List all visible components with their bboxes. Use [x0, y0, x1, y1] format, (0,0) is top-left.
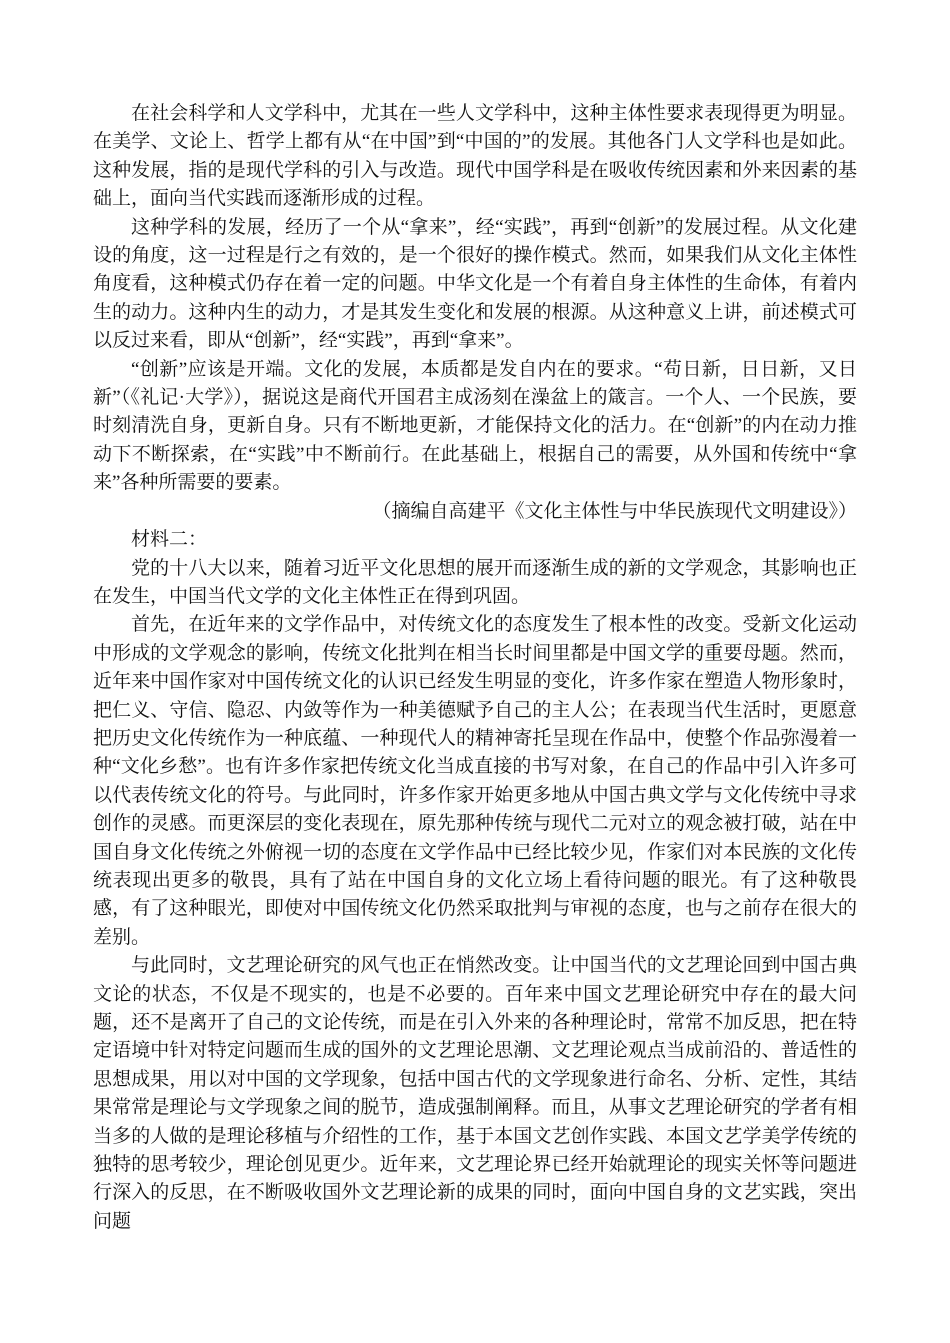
paragraph-material1-body-3: “创新”应该是开端。文化的发展，本质都是发自内在的要求。“苟日新，日日新，又日新”（《礼记·大学》），据说这是商代开国君主成汤刻在澡盆上的箴言。一个人、一个民族，要时刻清洗自身，更新自身。只有不断地更新，才能保持文化的活力。在“创新”的内在动力推动下不断探索，在“实践”中不断前行。在此基础上，根据自己的需要，从外国和传统中“拿来”各种所需要的要素。 [93, 358, 857, 494]
paragraph-material1-body-2: 这种学科的发展，经历了一个从“拿来”，经“实践”，再到“创新”的发展过程。从文化建设的角度，这一过程是行之有效的，是一个很好的操作模式。然而，如果我们从文化主体性角度看，这种模式仍存在着一定的问题。中华文化是一个有着自身主体性的生命体，有着内生的动力。这种内生的动力，才是其发生变化和发展的根源。从这种意义上讲，前述模式可以反过来看，即从“创新”，经“实践”，再到“拿来”。 [93, 216, 857, 352]
paragraph-material1-attribution: （摘编自高建平《文化主体性与中华民族现代文明建设》） [372, 500, 857, 522]
paragraph-material2-body-2: 首先，在近年来的文学作品中，对传统文化的态度发生了根本性的改变。受新文化运动中形成的文学观念的影响，传统文化批判在相当长时间里都是中国文学的重要母题。然而，近年来中国作家对中国传统文化的认识已经发生明显的变化，许多作家在塑造人物形象时，把仁义、守信、隐忍、内敛等作为一种美德赋予自己的主人公；在表现当代生活时，更愿意把历史文化传统作为一种底蕴、一种现代人的精神寄托呈现在作品中，使整个作品弥漫着一种“文化乡愁”。也有许多作家把传统文化当成直接的书写对象，在自己的作品中引入许多可以代表传统文化的符号。与此同时，许多作家开始更多地从中国古典文学与文化传统中寻求创作的灵感。而更深层的变化表现在，原先那种传统与现代二元对立的观念被打破，站在中国自身文化传统之外俯视一切的态度在文学作品中已经比较少见，作家们对本民族的文化传统表现出更多的敬畏，具有了站在中国自身的文化立场上看待问题的眼光。有了这种敬畏感，有了这种眼光，即使对中国传统文化仍然采取批判与审视的态度，也与之前存在很大的差别。 [93, 614, 857, 948]
paragraph-material1-body-1: 在社会科学和人文学科中，尤其在一些人文学科中，这种主体性要求表现得更为明显。在美学、文论上、哲学上都有从“在中国”到“中国的”的发展。其他各门人文学科也是如此。这种发展，指的是现代学科的引入与改造。现代中国学科是在吸收传统因素和外来因素的基础上，面向当代实践而逐渐形成的过程。 [93, 103, 857, 210]
paragraph-material2-body-3: 与此同时，文艺理论研究的风气也正在悄然改变。让中国当代的文艺理论回到中国古典文论的状态，不仅是不现实的，也是不必要的。百年来中国文艺理论研究中存在的最大问题，还不是离开了自己的文论传统，而是在引入外来的各种理论时，常常不加反思，把在特定语境中针对特定问题而生成的国外的文艺理论思潮、文艺理论观点当成前沿的、普适性的思想成果，用以对中国的文学现象，包括中国古代的文学现象进行命名、分析、定性，其结果常常是理论与文学现象之间的脱节，造成强制阐释。而且，从事文艺理论研究的学者有相当多的人做的是理论移植与介绍性的工作，基于本国文艺创作实践、本国文艺学美学传统的独特的思考较少，理论创见更少。近年来，文艺理论界已经开始就理论的现实关怀等问题进行深入的反思，在不断吸收国外文艺理论新的成果的同时，面向中国自身的文艺实践，突出问题 [93, 955, 857, 1232]
paragraph-material2-body-1: 党的十八大以来，随着习近平文化思想的展开而逐渐生成的新的文学观念，其影响也正在发生，中国当代文学的文化主体性正在得到巩固。 [93, 557, 857, 607]
heading-material2: 材料二： [131, 529, 208, 551]
